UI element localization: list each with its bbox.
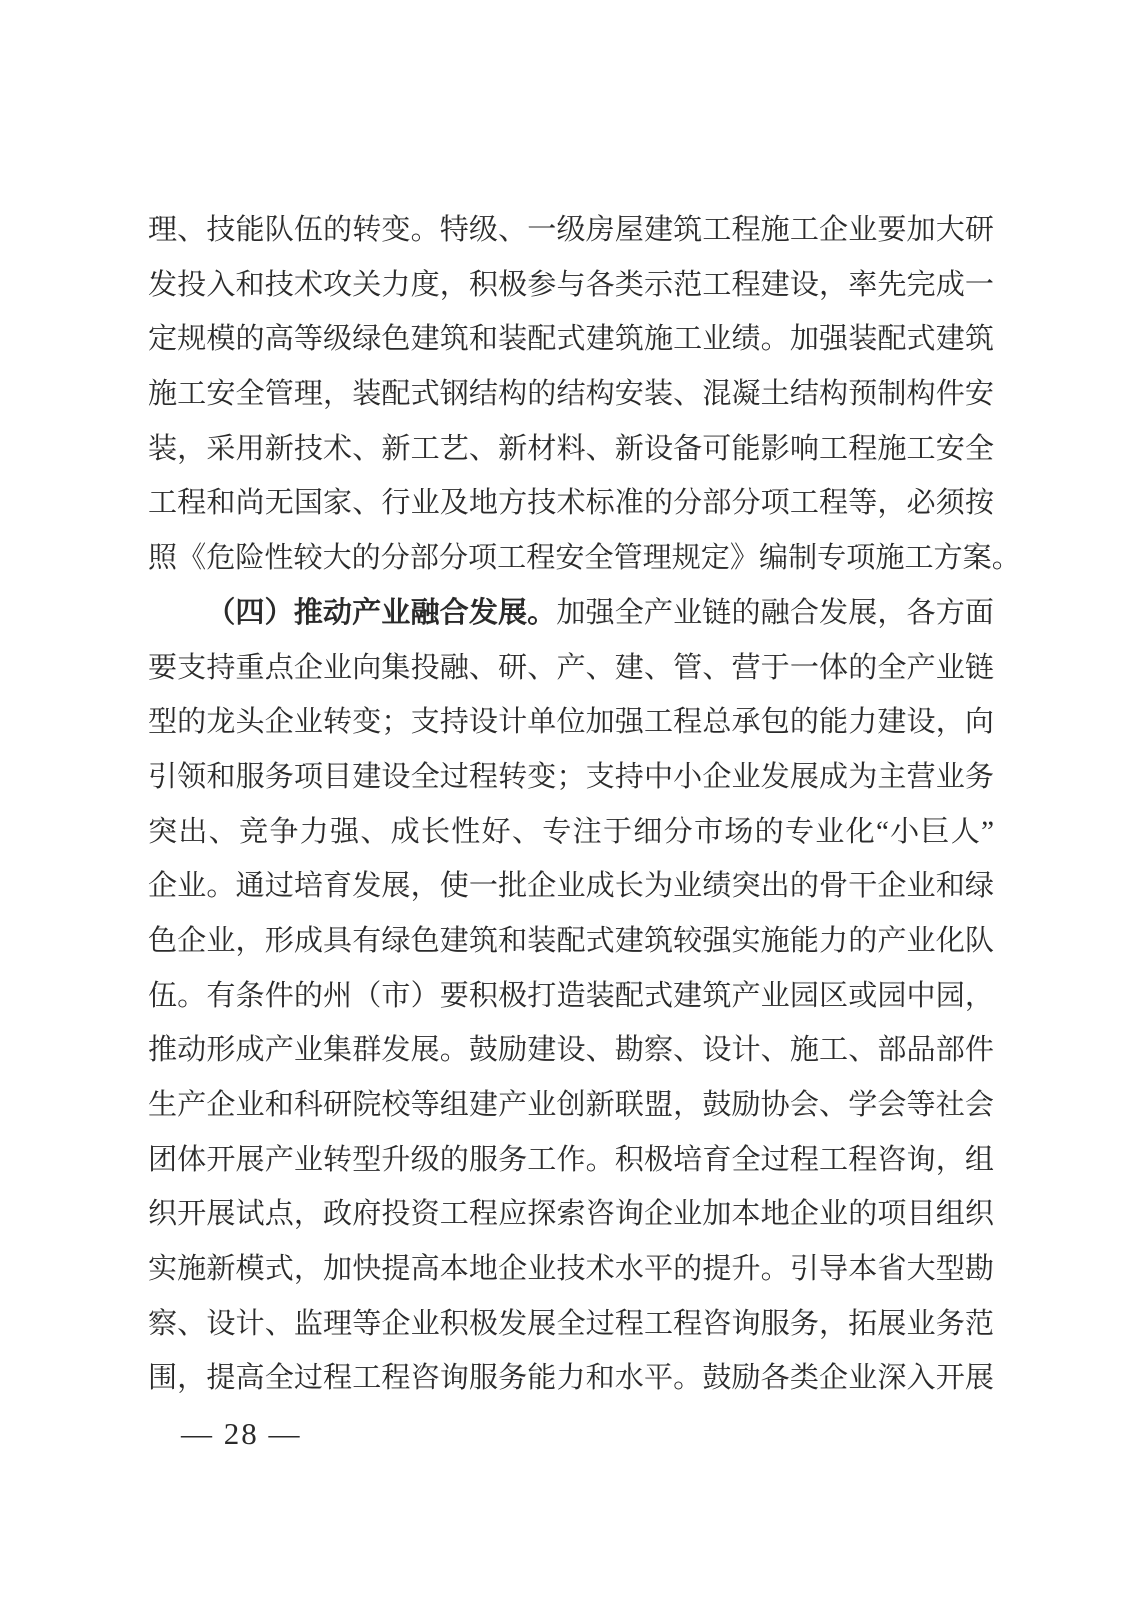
- body-text: 色企业，形成具有绿色建筑和装配式建筑较强实施能力的产业化队: [148, 924, 994, 957]
- body-text: 照《危险性较大的分部分项工程安全管理规定》编制专项施工方案。: [148, 542, 1021, 575]
- text-line: [148, 531, 1021, 586]
- page-footer: [181, 1412, 302, 1456]
- text-line: [148, 1078, 994, 1133]
- text-line: [148, 1187, 994, 1242]
- text-line: [148, 969, 994, 1024]
- body-text: 要支持重点企业向集投融、研、产、建、管、营于一体的全产业链: [148, 651, 994, 684]
- text-line: [148, 1242, 994, 1297]
- body-text: 企业。通过培育发展，使一批企业成长为业绩突出的骨干企业和绿: [148, 870, 994, 903]
- body-text: 工程和尚无国家、行业及地方技术标准的分部分项工程等，必须按: [148, 487, 994, 520]
- text-line: [148, 367, 994, 422]
- text-line: [148, 805, 994, 860]
- text-line: [148, 203, 994, 258]
- body-text: 型的龙头企业转变；支持设计单位加强工程总承包的能力建设，向: [148, 706, 994, 739]
- text-line: [148, 312, 994, 367]
- body-text: 突出、竞争力强、成长性好、专注于细分市场的专业化“小巨人”: [148, 815, 994, 848]
- text-line: [148, 1297, 994, 1352]
- body-text: 理、技能队伍的转变。特级、一级房屋建筑工程施工企业要加大研: [148, 214, 994, 246]
- text-line: [148, 1133, 994, 1188]
- text-line: [148, 258, 994, 313]
- text-line: [148, 859, 994, 914]
- body-text: 察、设计、监理等企业积极发展全过程工程咨询服务，拓展业务范: [148, 1307, 994, 1340]
- body-text: 发投入和技术攻关力度，积极参与各类示范工程建设，率先完成一: [148, 268, 994, 301]
- text-line: [148, 641, 994, 696]
- text-line: [148, 695, 994, 750]
- body-text: 织开展试点，政府投资工程应探索咨询企业加本地企业的项目组织: [148, 1198, 994, 1231]
- body-text: 施工安全管理，装配式钢结构的结构安装、混凝土结构预制构件安: [148, 378, 994, 411]
- page-number: — 28 —: [181, 1416, 302, 1451]
- text-line: [148, 476, 994, 531]
- body-text: 定规模的高等级绿色建筑和装配式建筑施工业绩。加强装配式建筑: [148, 323, 994, 356]
- body-text: 生产企业和科研院校等组建产业创新联盟，鼓励协会、学会等社会: [148, 1089, 994, 1121]
- text-line: [148, 1023, 994, 1078]
- section-heading: （四）推动产业融合发展。: [206, 596, 557, 629]
- body-text: 伍。有条件的州（市）要积极打造装配式建筑产业园区或园中园，: [148, 979, 994, 1012]
- body-text: 引领和服务项目建设全过程转变；支持中小企业发展成为主营业务: [148, 760, 994, 793]
- text-block: [148, 203, 1021, 1406]
- text-line: [148, 1351, 994, 1406]
- text-line: [148, 750, 994, 805]
- text-line: [148, 914, 994, 969]
- body-text: 围，提高全过程工程咨询服务能力和水平。鼓励各类企业深入开展: [148, 1362, 994, 1395]
- body-text: 推动形成产业集群发展。鼓励建设、勘察、设计、施工、部品部件: [148, 1034, 994, 1067]
- body-text: 团体开展产业转型升级的服务工作。积极培育全过程工程咨询，组: [148, 1143, 994, 1176]
- text-line: [148, 422, 994, 477]
- text-line: [148, 586, 994, 641]
- body-text: 装，采用新技术、新工艺、新材料、新设备可能影响工程施工安全: [148, 432, 994, 465]
- body-text: 实施新模式，加快提高本地企业技术水平的提升。引导本省大型勘: [148, 1253, 994, 1286]
- body-text: 加强全产业链的融合发展，各方面: [556, 596, 995, 629]
